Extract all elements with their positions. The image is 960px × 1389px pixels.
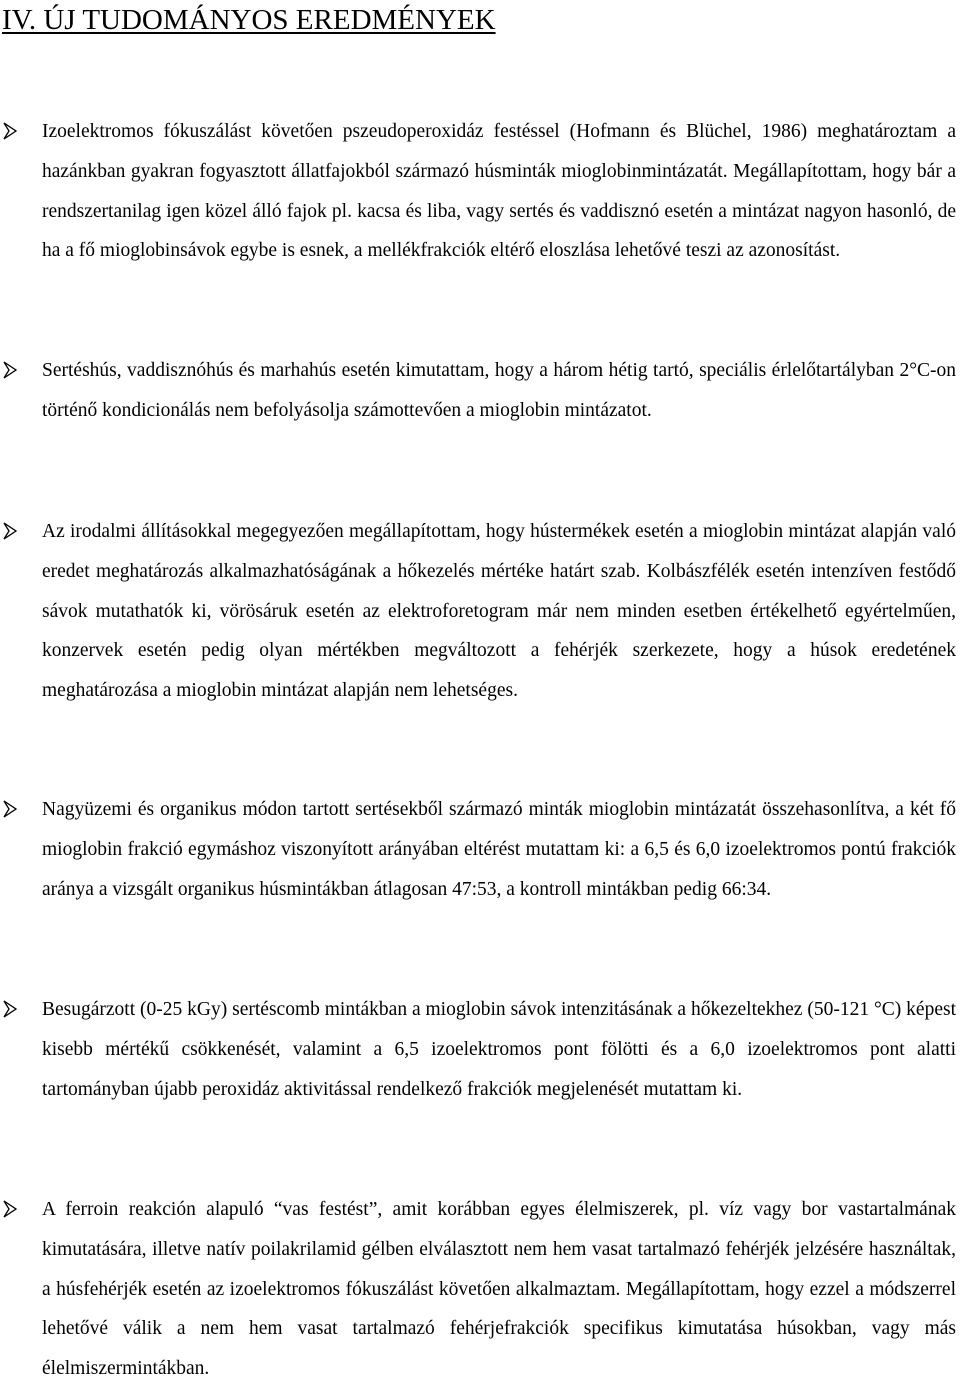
result-item-text: Izoelektromos fókuszálást követően pszeudoperoxidáz festéssel (Hofmann és Blüchel, 1986) meghatároztam a hazánkban gyakran fogyasztott állatfajokból származó húsminták mioglobinmintázatát. Megállapítottam, hogy bár a rendszertanilag igen közel álló fajok pl. kacsa és liba, vagy sertés és vaddisznó esetén a mintázat nagyon hasonló, de ha a fő mioglobinsávok egybe is esnek, a mellékfrakciók eltérő eloszlása lehetővé teszi az azonosítást. — [42, 121, 956, 262]
result-item — [42, 351, 956, 431]
result-item — [42, 790, 956, 909]
arrowhead-bullet-icon — [3, 800, 17, 818]
result-item — [42, 990, 956, 1109]
result-item-text: Besugárzott (0-25 kGy) sertéscomb mintákban a mioglobin sávok intenzitásának a hőkezeltekhez (50-121 °C) képest kisebb mértékű csökkenését, valamint a 6,5 izoelektromos pont fölötti és a 6,0 izoelektromos pont alatti tartományban újabb peroxidáz aktivitással rendelkező frakciók megjelenését mutattam ki. — [42, 999, 956, 1100]
arrowhead-bullet-icon — [3, 1000, 17, 1018]
result-item-text: A ferroin reakción alapuló “vas festést”, amit korábban egyes élelmiszerek, pl. víz vagy bor vastartalmának kimutatására, illetve natív poilakrilamid gélben elválasztott nem hem vasat tartalmazó fehérjék jelzésére használtak, a húsfehérjék esetén az izoelektromos fókuszálást követően alkalmaztam. Megállapítottam, hogy ezzel a módszerrel lehetővé válik a nem hem vasat tartalmazó fehérjefrakciók specifikus kimutatása húsokban, vagy más élelmiszermintákban. — [42, 1199, 956, 1380]
section-heading: IV. ÚJ TUDOMÁNYOS EREDMÉNYEK — [2, 4, 496, 36]
arrowhead-bullet-icon — [3, 361, 17, 379]
arrowhead-bullet-icon — [3, 122, 17, 140]
result-item — [42, 1190, 956, 1389]
result-item — [42, 112, 956, 271]
result-item-text: Sertéshús, vaddisznóhús és marhahús esetén kimutattam, hogy a három hétig tartó, speciális érlelőtartályban 2°C-on történő kondicionálás nem befolyásolja számottevően a mioglobin mintázatot. — [42, 360, 956, 421]
result-item — [42, 512, 956, 711]
result-item-text: Nagyüzemi és organikus módon tartott sertésekből származó minták mioglobin mintázatát összehasonlítva, a két fő mioglobin frakció egymáshoz viszonyított arányában eltérést mutattam ki: a 6,5 és 6,0 izoelektromos pontú frakciók aránya a vizsgált organikus húsmintákban átlagosan 47:53, a kontroll mintákban pedig 66:34. — [42, 799, 956, 900]
arrowhead-bullet-icon — [3, 1200, 17, 1218]
result-item-text: Az irodalmi állításokkal megegyezően megállapítottam, hogy hústermékek esetén a mioglobin mintázat alapján való eredet meghatározás alkalmazhatóságának a hőkezelés mértéke határt szab. Kolbászfélék esetén intenzíven festődő sávok mutathatók ki, vörösáruk esetén az elektroforetogram már nem minden esetben értékelhető egyértelműen, konzervek esetén pedig olyan mértékben megváltozott a fehérjék szerkezete, hogy a húsok eredetének meghatározása a mioglobin mintázat alapján nem lehetséges. — [42, 521, 956, 702]
arrowhead-bullet-icon — [3, 522, 17, 540]
